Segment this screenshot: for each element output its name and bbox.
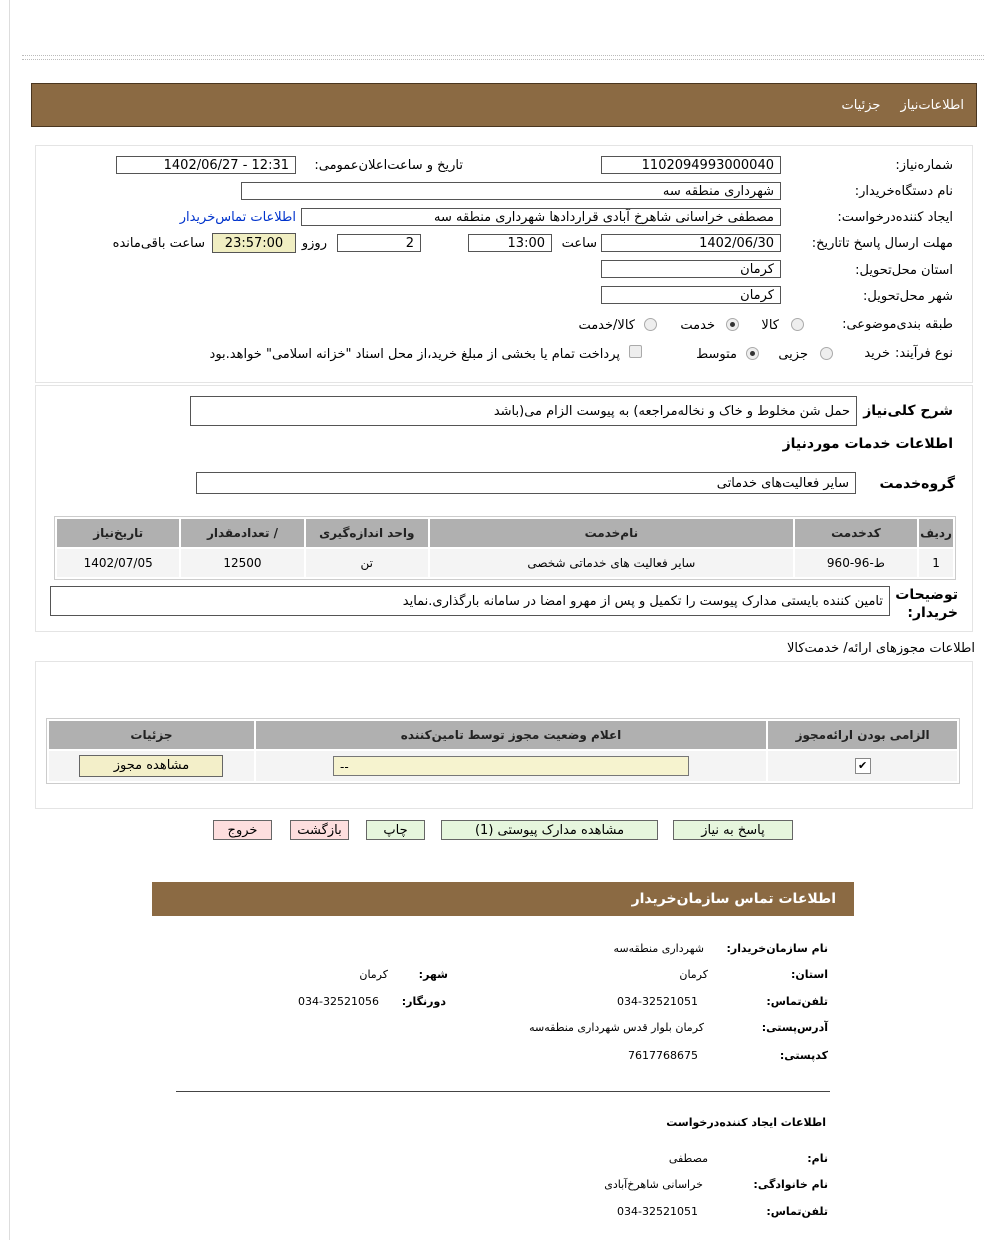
required-checkbox[interactable]: ✔: [855, 758, 871, 774]
table-row: [49, 751, 957, 781]
buyer-notes-field: تامین کننده بایستی مدارک پیوست را تکمیل و پس از مهرو امضا در سامانه بارگذاری.نماید: [50, 586, 890, 616]
announce-label: تاریخ و ساعت‌اعلان‌عمومی:: [314, 158, 463, 173]
creator-field: مصطفی خراسانی شاهرخ آبادی قراردادها شهرداری منطقه سه: [301, 208, 781, 226]
radio-medium[interactable]: [746, 347, 759, 360]
top-divider: [22, 55, 984, 60]
view-license-button[interactable]: مشاهده مجوز: [79, 755, 223, 777]
creator-family-value: خراسانی شاهرخ‌آبادی: [604, 1178, 703, 1191]
creator-name-value: مصطفی: [668, 1152, 708, 1165]
contact-phone-value: 034-32521051: [617, 995, 698, 1008]
province-label: استان محل‌تحویل:: [855, 263, 953, 278]
col-unit: واحد اندازه‌گیری: [306, 519, 428, 547]
process-buy-label: خرید: [864, 346, 890, 361]
need-info-link[interactable]: اطلاعات‌نیاز: [900, 98, 964, 113]
cell-name: سایر فعالیت های خدماتی شخصی: [430, 549, 793, 577]
radio-partial-label: جزیی: [778, 347, 808, 362]
need-number-label: شماره‌نیاز:: [895, 158, 953, 173]
cell-status: [256, 751, 766, 781]
page-header-bar: [31, 83, 977, 127]
page-left-rule: [9, 0, 10, 1240]
contact-org-value: شهرداری منطقه‌سه: [613, 942, 704, 955]
creator-label: ایجاد کننده‌درخواست:: [837, 210, 953, 225]
contact-address-value: کرمان بلوار قدس شهرداری منطقه‌سه: [529, 1021, 704, 1034]
radio-goods-label: کالا: [761, 318, 779, 333]
description-label: شرح کلی‌نیاز: [863, 403, 953, 419]
exit-button[interactable]: خروج: [213, 820, 272, 840]
days-field: 2: [337, 234, 421, 252]
payment-note: پرداخت تمام یا بخشی از مبلغ خرید،از محل اسناد "خزانه اسلامی" خواهد.بود: [209, 347, 620, 362]
treasury-checkbox[interactable]: [629, 345, 642, 358]
radio-goods-service[interactable]: [644, 318, 657, 331]
details-link[interactable]: جزئیات: [841, 98, 881, 113]
remaining-timer: 23:57:00: [212, 233, 296, 253]
col-qty: / تعدادمقدار: [181, 519, 303, 547]
cell-date: 1402/07/05: [57, 549, 179, 577]
contact-org-label: نام سازمان‌خریدار:: [726, 942, 828, 955]
attachments-button[interactable]: مشاهده مدارک پیوستی (1): [441, 820, 658, 840]
service-group-field: سایر فعالیت‌های خدماتی: [196, 472, 856, 494]
announce-field: 1402/06/27 - 12:31: [116, 156, 296, 174]
col-details: جزئیات: [49, 721, 254, 749]
city-label: شهر محل‌تحویل:: [863, 289, 953, 304]
buyer-org-field: شهرداری منطقه سه: [241, 182, 781, 200]
table-row: [57, 549, 953, 577]
cell-qty: 12500: [181, 549, 303, 577]
deadline-time-field: 13:00: [468, 234, 552, 252]
process-label: نوع فرآیند:: [895, 346, 953, 361]
creator-name-label: نام:: [807, 1152, 828, 1165]
cell-unit: تن: [306, 549, 428, 577]
col-status: اعلام وضعیت مجوز توسط تامین‌کننده: [256, 721, 766, 749]
contact-title: اطلاعات تماس سازمان‌خریدار: [631, 891, 836, 907]
radio-partial[interactable]: [820, 347, 833, 360]
print-button[interactable]: چاپ: [366, 820, 425, 840]
services-table-header: [57, 519, 953, 547]
col-name: نام‌خدمت: [430, 519, 793, 547]
col-required: الزامی بودن ارائه‌مجوز: [768, 721, 957, 749]
province-field: کرمان: [601, 260, 781, 278]
contact-province-label: استان:: [791, 968, 828, 981]
radio-service-label: خدمت: [680, 318, 715, 333]
cell-details: [49, 751, 254, 781]
buyer-contact-link[interactable]: اطلاعات تماس‌خریدار: [179, 210, 296, 225]
radio-medium-label: متوسط: [696, 347, 737, 362]
services-table: [54, 516, 956, 580]
service-group-label: گروه‌خدمت: [879, 476, 955, 492]
deadline-time-label: ساعت: [561, 236, 597, 251]
cell-code: ط-96-960: [795, 549, 917, 577]
creator-phone-value: 034-32521051: [617, 1205, 698, 1218]
contact-province-value: کرمان: [679, 968, 708, 981]
licenses-table-header: [49, 721, 957, 749]
buyer-notes-label: توضیحات خریدار:: [895, 587, 958, 621]
col-row: ردیف: [919, 519, 953, 547]
licenses-table: [46, 718, 960, 784]
city-field: کرمان: [601, 286, 781, 304]
contact-postal-value: 7617768675: [628, 1049, 698, 1062]
description-field: حمل شن مخلوط و خاک و نخاله‌مراجعه) به پیوست الزام می‌(باشد: [190, 396, 857, 426]
buyer-org-label: نام دستگاه‌خریدار:: [854, 184, 953, 199]
cell-row: 1: [919, 549, 953, 577]
radio-service[interactable]: [726, 318, 739, 331]
contact-fax-label: دورنگار:: [401, 995, 446, 1008]
back-button[interactable]: بازگشت: [290, 820, 349, 840]
deadline-label: مهلت ارسال پاسخ تا‌تاریخ:: [811, 236, 953, 251]
header-links: [825, 98, 964, 113]
contact-fax-value: 034-32521056: [298, 995, 379, 1008]
creator-family-label: نام خانوادگی:: [753, 1178, 828, 1191]
contact-address-label: آدرس‌پستی:: [761, 1021, 828, 1034]
radio-goods-service-label: کالا/خدمت: [578, 318, 635, 333]
remaining-label: ساعت باقی‌مانده: [112, 236, 205, 251]
contact-city-label: شهر:: [418, 968, 448, 981]
contact-divider: [176, 1091, 830, 1092]
creator-info-title: اطلاعات ایجاد کننده‌درخواست: [666, 1116, 826, 1129]
contact-postal-label: کدپستی:: [779, 1049, 828, 1062]
category-label: طبقه بندی‌موضوعی:: [842, 317, 953, 332]
col-code: کدخدمت: [795, 519, 917, 547]
cell-required: [768, 751, 957, 781]
license-status-field[interactable]: --: [333, 756, 689, 776]
contact-phone-label: تلفن‌تماس:: [766, 995, 828, 1008]
creator-phone-label: تلفن‌تماس:: [766, 1205, 828, 1218]
reply-button[interactable]: پاسخ به نیاز: [673, 820, 793, 840]
col-date: تاریخ‌نیاز: [57, 519, 179, 547]
contact-city-value: کرمان: [359, 968, 388, 981]
need-number-field: 1102094993000040: [601, 156, 781, 174]
licenses-title: اطلاعات مجوزهای ارائه/ خدمت‌کالا: [786, 641, 975, 656]
contact-header: [152, 882, 854, 916]
radio-goods[interactable]: [791, 318, 804, 331]
services-title: اطلاعات خدمات موردنیاز: [782, 436, 953, 452]
deadline-date-field: 1402/06/30: [601, 234, 781, 252]
days-label: روزو: [301, 236, 327, 251]
